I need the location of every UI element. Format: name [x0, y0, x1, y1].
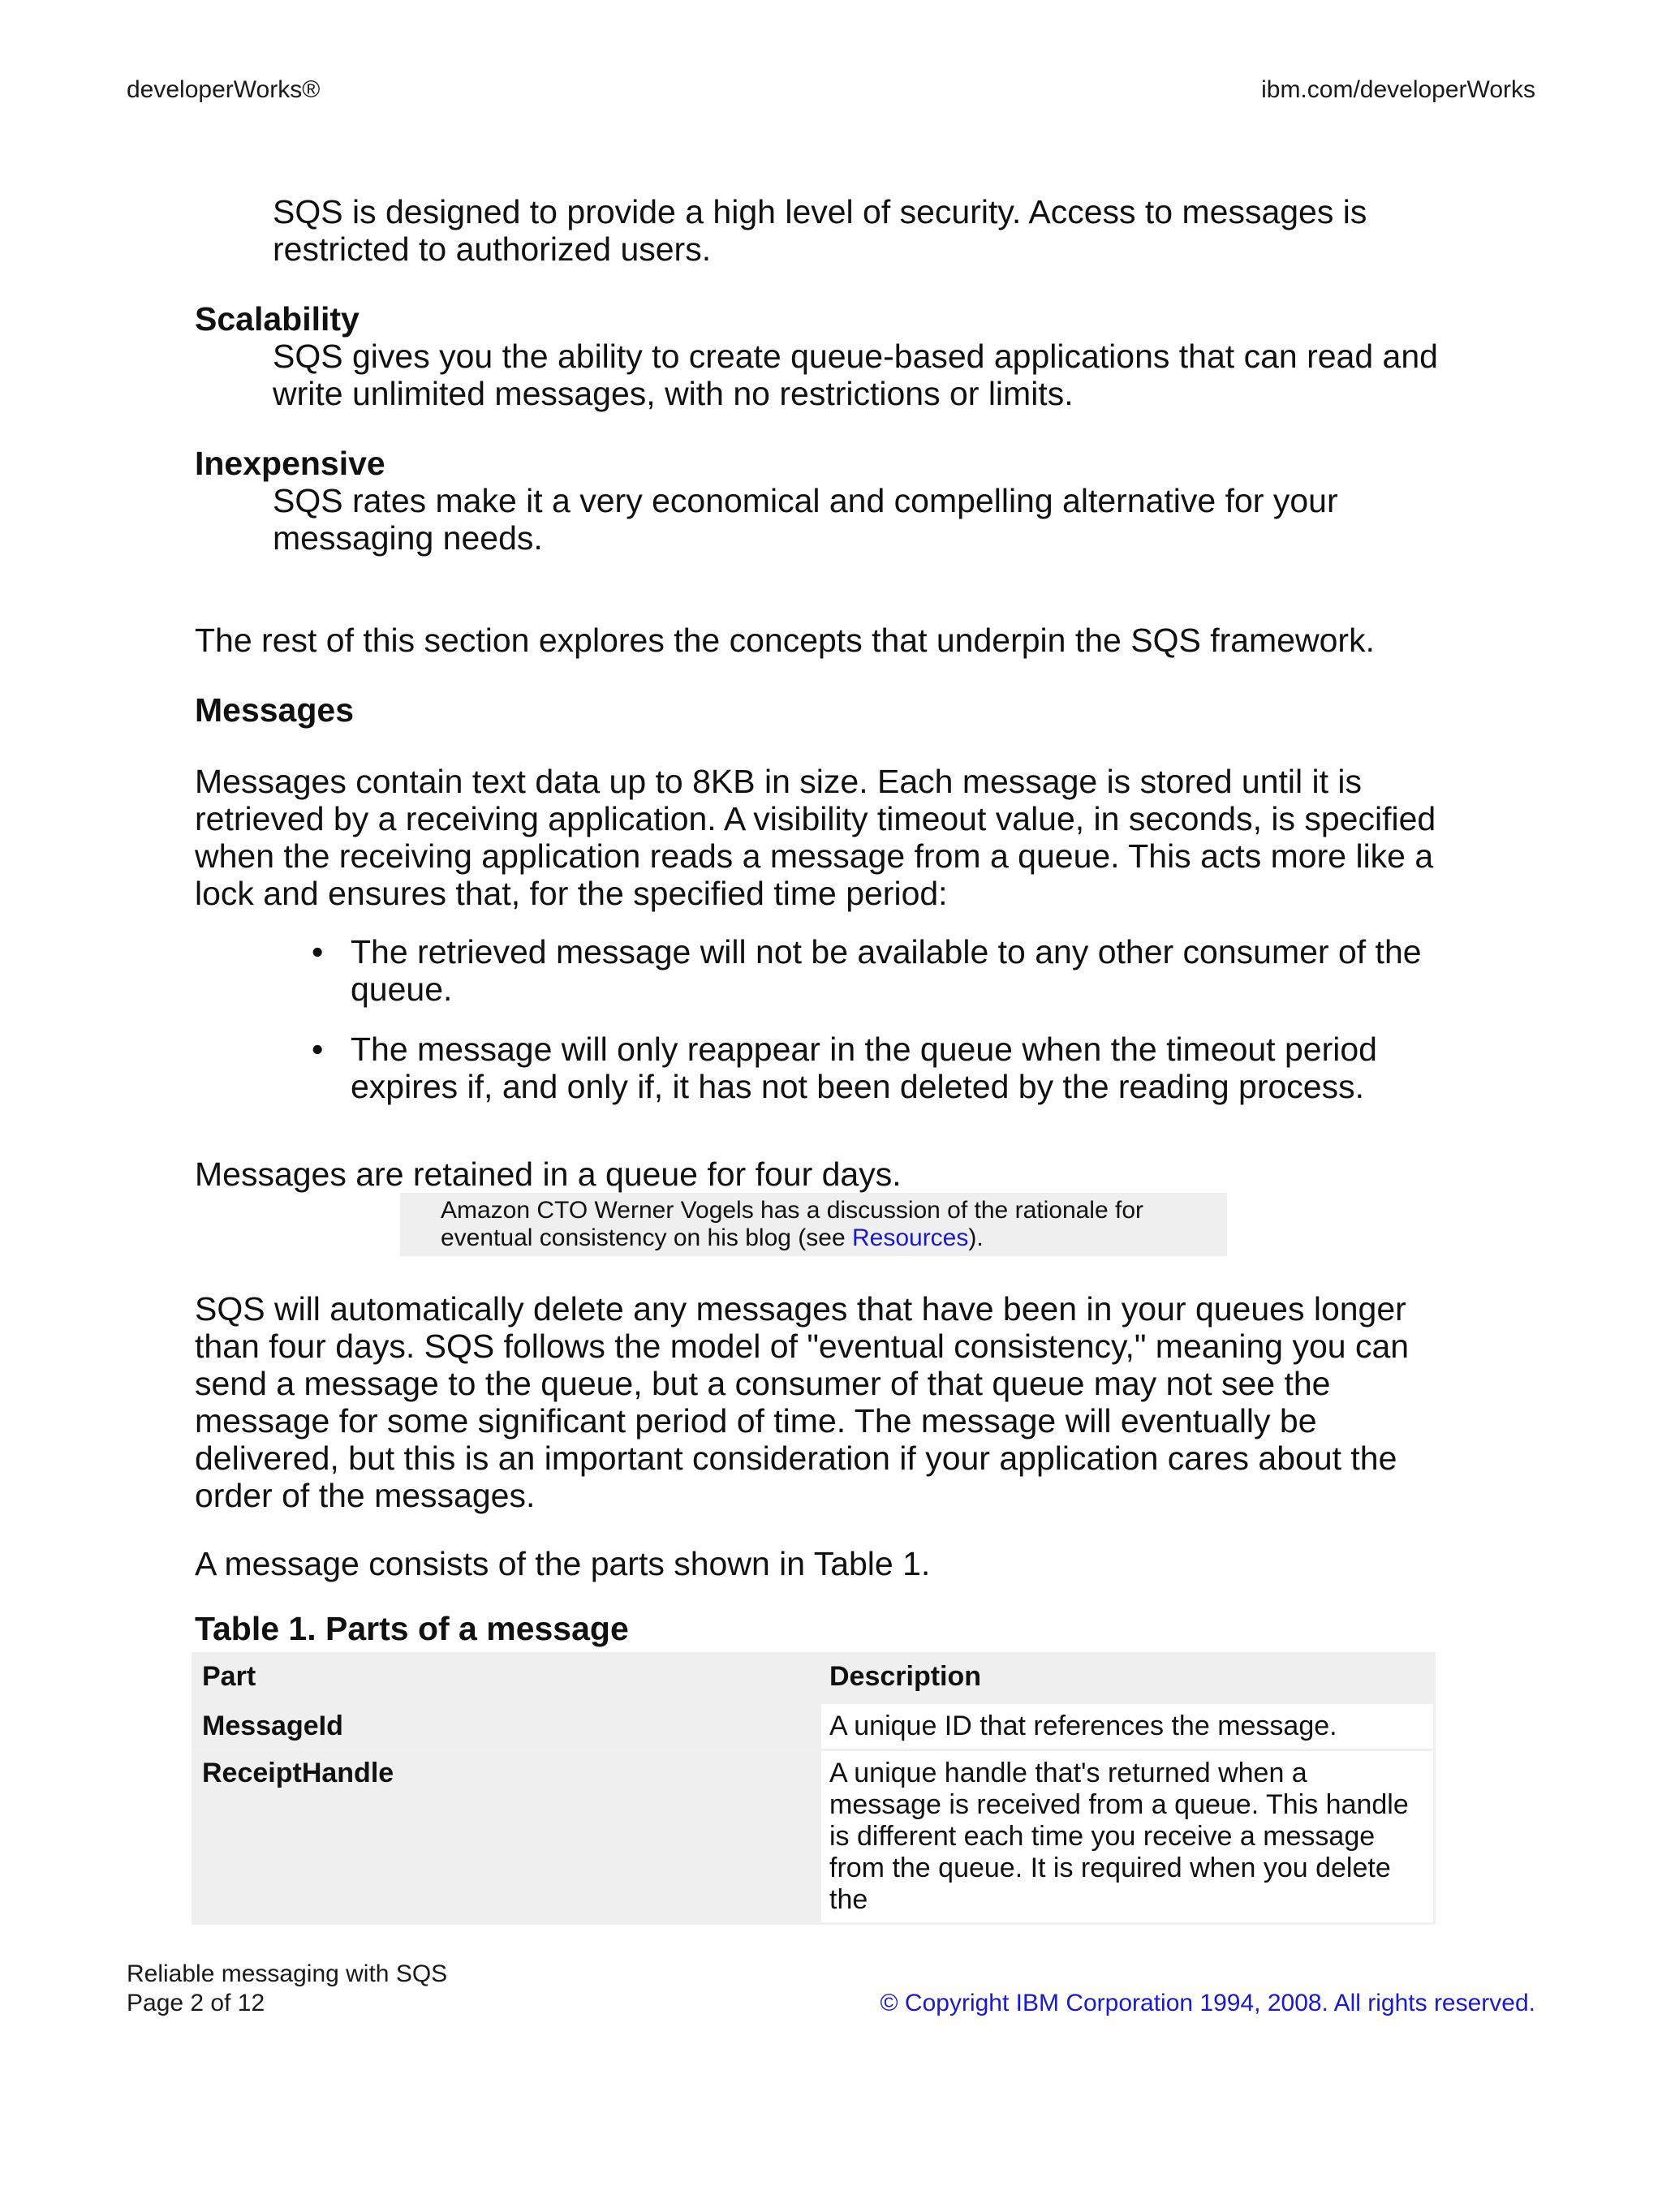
table-title: Table 1. Parts of a message [195, 1610, 629, 1647]
list-item [312, 933, 1448, 1008]
table-row [194, 1704, 1433, 1749]
table-cell-description: A unique ID that references the message. [821, 1704, 1433, 1749]
note-text-end: ). [968, 1224, 984, 1251]
inexpensive-term: Inexpensive [195, 445, 385, 482]
table-cell-part: MessageId [194, 1704, 819, 1749]
list-item [312, 1031, 1448, 1105]
resources-link[interactable]: Resources [851, 1224, 969, 1251]
table-header-part: Part [194, 1655, 819, 1702]
security-description: SQS is designed to provide a high level of security. Access to messages is restricted to authorized users. [273, 193, 1367, 268]
retention-paragraph: Messages are retained in a queue for four days. [195, 1155, 902, 1193]
visibility-bullet-list [312, 933, 1448, 1128]
inexpensive-description: SQS rates make it a very economical and compelling alternative for your messaging needs. [273, 482, 1338, 557]
sidebar-note [400, 1193, 1227, 1256]
table-cell-description: A unique handle that's returned when a message is received from a queue. This handle is different each time you receive a message from the queue. It is required when you delete the [821, 1751, 1433, 1922]
header-site-name: developerWorks® [127, 76, 321, 103]
footer-page-number: Page 2 of 12 [127, 1990, 265, 2016]
bullet-icon: • [312, 933, 324, 970]
footer-doc-title: Reliable messaging with SQS [127, 1960, 448, 1987]
bullet-icon: • [312, 1031, 324, 1068]
table-cell-part: ReceiptHandle [194, 1751, 819, 1922]
table-row [194, 1751, 1433, 1922]
footer-info [127, 1960, 447, 2018]
header-site-url: ibm.com/developerWorks [1261, 76, 1535, 103]
note-text: Amazon CTO Werner Vogels has a discussion of the rationale for eventual consistency on his blog (see [441, 1197, 1144, 1251]
scalability-term: Scalability [195, 300, 360, 338]
list-item-text: The message will only reappear in the queue when the timeout period expires if, and only if, it has not been deleted by the reading process. [351, 1031, 1377, 1105]
table-header-row [194, 1655, 1433, 1702]
message-parts-table [192, 1652, 1436, 1925]
table-header-description: Description [821, 1655, 1433, 1702]
footer-copyright-link[interactable]: © Copyright IBM Corporation 1994, 2008. All rights reserved. [880, 1990, 1535, 2016]
list-item-text: The retrieved message will not be available to any other consumer of the queue. [351, 933, 1422, 1008]
messages-paragraph: Messages contain text data up to 8KB in size. Each message is stored until it is retrieved by a receiving application. A visibility timeout value, in seconds, is specified when the receiving application reads a message from a queue. This acts more like a lock and ensures that, for the specified time period: [195, 763, 1436, 912]
table-intro: A message consists of the parts shown in Table 1. [195, 1545, 931, 1582]
consistency-paragraph: SQS will automatically delete any messages that have been in your queues longer than four days. SQS follows the model of "eventual consistency," meaning you can send a message to the queue, but a consumer of that queue may not see the message for some significant period of time. The message will eventually be delivered, but this is an important consideration if your application cares about the order of the messages. [195, 1290, 1410, 1514]
scalability-description: SQS gives you the ability to create queue-based applications that can read and write unlimited messages, with no restrictions or limits. [273, 338, 1438, 412]
messages-heading: Messages [195, 691, 355, 729]
section-intro: The rest of this section explores the concepts that underpin the SQS framework. [195, 622, 1375, 659]
